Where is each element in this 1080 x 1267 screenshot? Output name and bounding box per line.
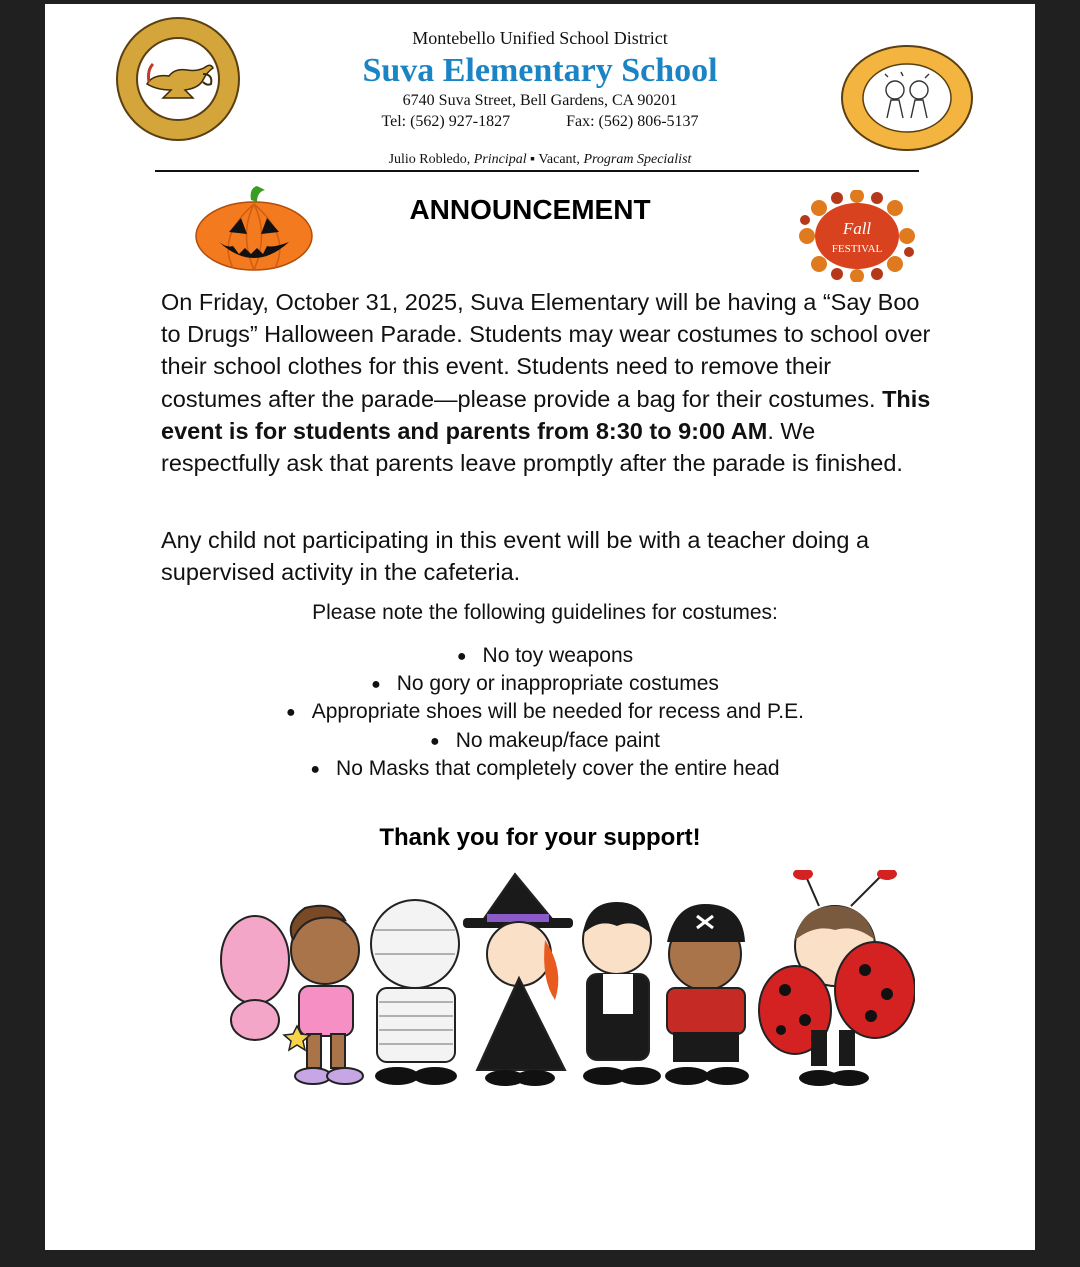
bullet-icon: ● [310, 760, 321, 778]
ladybug-kid-figure [759, 870, 915, 1086]
guideline-text: No toy weapons [482, 644, 634, 667]
staff-separator: ▪ [530, 152, 536, 167]
guideline-text: No gory or inappropriate costumes [396, 672, 719, 696]
bullet-icon: ● [456, 648, 467, 665]
specialist-title: Program Specialist [583, 152, 692, 167]
festival-label-2: FESTIVAL [831, 243, 883, 255]
festival-label-1: Fall [842, 219, 872, 238]
flyer-page [45, 4, 1035, 1250]
district-name: Montebello Unified School District [412, 28, 668, 48]
phone-number: Tel: (562) 927-1827 [381, 113, 511, 130]
mummy-kid-figure [371, 900, 459, 1085]
bullet-icon: ● [371, 676, 381, 694]
specialist-name: Vacant, [538, 152, 580, 167]
paragraph-part-1: On Friday, October 31, 2025, Suva Elementary will be having a “Say Boo to Drugs” Halloween Parade. Students may wear costumes to school over their school clothes for this event. Students need to remove their costumes after the parade—please provide a bag for their costumes. [161, 289, 931, 412]
list-item [45, 727, 1035, 755]
principal-title: Principal [473, 152, 527, 167]
guideline-text: No makeup/face paint [455, 728, 660, 752]
thank-you-message: Thank you for your support! [379, 824, 701, 851]
staff-line [45, 152, 1035, 168]
event-time-highlight: This event is for students and parents from 8:30 to 9:00 AM [161, 385, 931, 444]
school-address: 6740 Suva Street, Bell Gardens, CA 90201 [402, 92, 678, 109]
contact-line [45, 113, 1035, 131]
vampire-kid-figure [583, 902, 661, 1085]
announcement-heading: ANNOUNCEMENT [409, 194, 651, 225]
paragraph-non-participants: Any child not participating in this event will be with a teacher doing a supervised activity in the cafeteria. [161, 527, 870, 586]
list-item [45, 755, 1035, 783]
guideline-text: Appropriate shoes will be needed for recess and P.E. [311, 700, 804, 724]
school-name: Suva Elementary School [362, 52, 718, 89]
list-item [45, 698, 1035, 726]
witch-kid-figure [463, 874, 573, 1086]
list-item [45, 642, 1035, 670]
costumed-kids-illustration [215, 870, 915, 1092]
header-divider [155, 170, 919, 172]
paragraph-event-details [161, 286, 931, 479]
list-item [45, 670, 1035, 698]
fax-number: Fax: (562) 806-5137 [566, 113, 699, 130]
bullet-icon: ● [430, 732, 440, 750]
guidelines-list [45, 642, 1035, 783]
paragraph-part-2: . We respectfully ask that parents leave promptly after the parade is finished. [161, 417, 903, 477]
guideline-text: No Masks that completely cover the entire head [336, 756, 780, 780]
guidelines-intro: Please note the following guidelines for costumes: [312, 601, 778, 624]
fairy-kid-figure [221, 906, 363, 1084]
bullet-icon: ● [286, 704, 296, 722]
principal-name: Julio Robledo, [388, 152, 471, 167]
pirate-kid-figure [665, 904, 749, 1085]
